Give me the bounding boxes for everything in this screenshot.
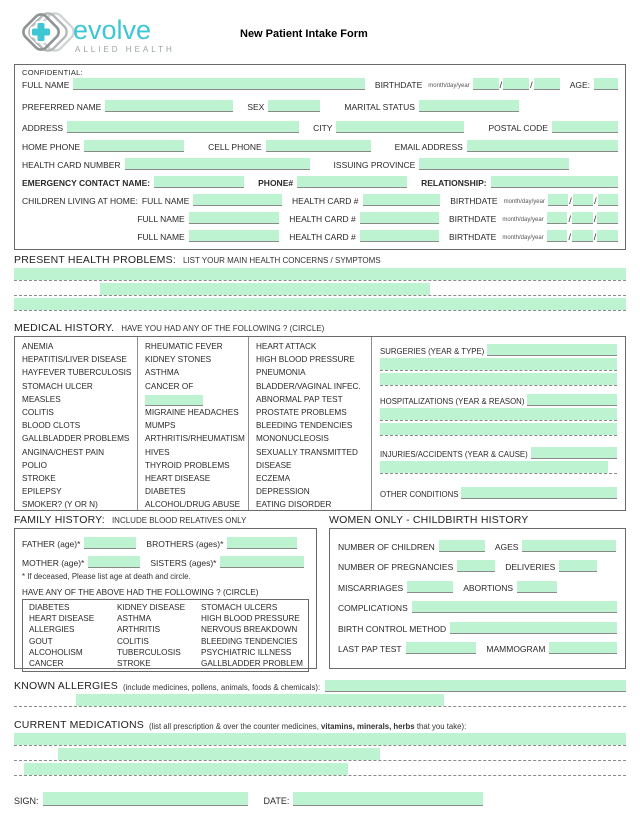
birth-control-label: BIRTH CONTROL METHOD [338,623,447,634]
marital-status-field[interactable] [419,100,519,112]
birthdate-format: month/day/year [428,83,470,89]
present-health-subtitle: LIST YOUR MAIN HEALTH CONCERNS / SYMPTOMS [182,256,381,265]
birthdate-year-field[interactable] [534,78,560,90]
child-3-bd-year[interactable] [597,230,618,242]
birth-control-row [338,622,617,634]
slash: / [530,80,533,90]
family-conditions-column-2 [117,602,201,669]
women-only-title: WOMEN ONLY - CHILDBIRTH HISTORY [329,514,529,526]
child-1-bd-year[interactable] [598,194,618,206]
condition-item[interactable]: MONONUCLEOSIS [256,434,329,444]
home-phone-label: HOME PHONE [22,142,81,152]
medical-conditions-column-2 [138,337,249,510]
family-condition-item[interactable]: KIDNEY DISEASE [117,603,186,612]
condition-item[interactable]: KIDNEY STONES ASTHMA [145,355,212,378]
home-phone-field[interactable] [84,140,184,152]
family-condition-item[interactable]: CANCER [29,659,64,669]
family-history-title: FAMILY HISTORY: [14,514,105,526]
family-conditions-column-1 [29,602,117,669]
surgeries-line-2[interactable] [380,373,617,386]
medical-conditions-column-1 [15,337,138,510]
other-conditions-label: OTHER CONDITIONS [380,490,459,499]
pap-mammogram-row [338,642,617,654]
preferred-name-row [22,100,618,112]
father-age-field[interactable] [84,537,136,549]
issuing-province-label: ISSUING PROVINCE [333,160,416,170]
cancer-of-field[interactable] [145,395,203,406]
condition-item[interactable]: EATING DISORDER [256,500,332,510]
slash: / [569,196,572,206]
complications-row [338,601,617,613]
family-history-question: HAVE ANY OF THE ABOVE HAD THE FOLLOWING ? (CIRCLE) [22,588,259,597]
family-condition-item[interactable]: HIGH BLOOD PRESSURE [201,614,300,624]
family-condition-item[interactable]: STROKE [117,659,151,669]
ages-label: AGES [494,541,519,552]
medications-hint-bold: vitamins, minerals, herbs [321,722,415,731]
mother-age-field[interactable] [88,556,140,568]
child-1-bd-day[interactable] [573,194,593,206]
hospitalizations-line-2[interactable] [380,423,617,436]
condition-item[interactable]: DEPRESSION [256,487,310,497]
issuing-province-field[interactable] [419,158,569,170]
sex-field[interactable] [268,100,320,112]
phones-row [22,140,618,152]
condition-item[interactable]: DISEASE [256,460,292,470]
condition-item[interactable] [145,380,246,406]
children-label: CHILDREN LIVING AT HOME: [22,196,138,206]
city-label: CITY [313,123,333,133]
marital-status-label: MARITAL STATUS [344,102,415,112]
medications-line-2[interactable] [14,748,626,761]
confidential-label: CONFIDENTIAL: [22,68,83,77]
allergies-line-2[interactable] [14,694,626,707]
injuries-line-1[interactable] [380,461,617,474]
surgeries-label: SURGERIES (YEAR & TYPE) [380,347,485,356]
child-row-3 [22,230,618,242]
mother-label: MOTHER (age)* [22,558,85,568]
child-1-card-field[interactable] [363,194,441,206]
medications-line-1[interactable] [14,733,626,746]
birthdate-format: month/day/year [502,217,544,223]
allergies-field[interactable] [325,680,626,692]
surgeries-field[interactable] [487,344,617,356]
email-field[interactable] [467,140,618,152]
child-3-bd-month[interactable] [547,230,568,242]
birthdate-day-field[interactable] [503,78,529,90]
condition-item[interactable]: ECZEMA [256,474,291,484]
bottom-columns [14,514,626,669]
evolve-logo [14,6,192,58]
hospitalizations-line-1[interactable] [380,408,617,421]
family-condition-item[interactable]: DIABETES [29,603,70,612]
condition-item[interactable]: STROKE [22,474,56,484]
slash: / [593,232,597,242]
address-field[interactable] [67,121,299,133]
birthdate-label: BIRTHDATE [374,80,423,90]
condition-item[interactable]: ARTHRITIS/RHEUMATISM [145,434,245,444]
deliveries-label: DELIVERIES [505,562,556,572]
family-condition-item[interactable]: STOMACH ULCERS [201,603,278,612]
health-concerns-line-1[interactable] [14,268,626,281]
family-history-subtitle: INCLUDE BLOOD RELATIVES ONLY [111,516,247,525]
address-row [22,121,618,133]
medical-history-subtitle: HAVE YOU HAD ANY OF THE FOLLOWING ? (CIRCLE) [121,324,325,333]
emergency-contact-row [22,176,618,188]
postal-code-field[interactable] [552,121,618,133]
condition-item[interactable]: ALCOHOL/DRUG ABUSE [145,500,241,510]
family-condition-item[interactable]: NERVOUS BREAKDOWN [201,625,298,635]
birthdate-format: month/day/year [502,235,544,241]
abortions-field[interactable] [517,581,557,593]
family-condition-item[interactable]: GALLBLADDER PROBLEM [201,659,303,669]
family-condition-item[interactable]: ALLERGIES [29,625,75,635]
emergency-contact-label: EMERGENCY CONTACT NAME: [22,178,151,188]
family-conditions-box [22,599,309,672]
slash: / [594,196,597,206]
health-card-row [22,158,618,170]
father-label: FATHER (age)* [22,539,81,549]
form-header [0,0,640,60]
medications-label: CURRENT MEDICATIONS [14,719,144,731]
cell-phone-field[interactable] [266,140,371,152]
family-history-section [14,514,317,669]
child-name-label: FULL NAME [141,196,190,206]
slash: / [499,80,503,90]
pregnancies-label: NUMBER OF PREGNANCIES [338,562,454,572]
slash: / [568,232,571,242]
cell-phone-label: CELL PHONE [208,142,262,152]
medical-history-box [14,336,626,511]
abortions-label: ABORTIONS [463,582,514,593]
pregnancies-field[interactable] [457,560,495,572]
deliveries-field[interactable] [559,560,597,572]
child-2-bd-day[interactable] [572,212,593,224]
condition-item[interactable]: GALLBLADDER PROBLEMS [22,434,130,444]
condition-item[interactable]: PROSTATE PROBLEMS [256,408,347,418]
medications-line-3[interactable] [14,763,626,776]
date-field[interactable] [293,792,483,806]
mammogram-label: MAMMOGRAM [486,644,546,654]
condition-item[interactable]: PNEUMONIA [256,368,306,378]
women-only-section [329,514,626,669]
surgeries-line-1[interactable] [380,358,617,371]
health-card-label: HEALTH CARD NUMBER [22,160,121,170]
postal-code-label: POSTAL CODE [488,123,548,133]
health-concerns-line-2[interactable] [14,283,626,296]
age-label: AGE: [569,80,590,90]
child-name-label: FULL NAME [137,232,185,242]
miscarriages-label: MISCARRIAGES [338,582,404,593]
emergency-phone-field[interactable] [297,176,407,188]
condition-item[interactable]: STOMACH ULCER [22,381,93,391]
signature-row [14,792,626,806]
medical-history-panel [371,337,625,510]
sisters-ages-field[interactable] [220,556,304,568]
medications-hint: (list all prescription & over the counter medicines, vitamins, minerals, herbs that you take): [149,722,467,731]
sex-label: SEX [247,102,265,112]
child-2-card-field[interactable] [360,212,439,224]
birthdate-month-field[interactable] [473,78,499,90]
family-condition-item[interactable]: PSYCHIATRIC ILLNESS [201,647,292,657]
number-of-children-label: NUMBER OF CHILDREN [338,541,435,552]
family-condition-item[interactable]: GOUT [29,636,53,646]
birthdate-format: month/day/year [503,199,545,205]
family-history-box [14,528,317,669]
email-label: EMAIL ADDRESS [394,142,463,152]
condition-label: CANCER OF [145,381,194,391]
condition-item[interactable]: MIGRAINE HEADACHES [145,408,239,418]
medical-history-title: MEDICAL HISTORY. [14,322,115,334]
condition-item[interactable]: BLADDER/VAGINAL INFEC. [256,381,361,391]
condition-item[interactable]: HIGH BLOOD PRESSURE [256,355,355,365]
brand-name: evolve [73,15,152,45]
condition-item[interactable]: HEART DISEASE [145,474,211,484]
condition-item[interactable]: POLIO [22,460,48,470]
miscarriages-field[interactable] [407,581,453,593]
family-condition-item[interactable]: ASTHMA [117,614,152,624]
present-health-title: PRESENT HEALTH PROBLEMS: [14,254,176,266]
full-name-label: FULL NAME [22,80,70,90]
family-condition-item[interactable]: ARTHRITIS [117,625,161,635]
number-of-children-field[interactable] [439,540,485,552]
birthdate-label: BIRTHDATE [448,214,497,224]
brand-tagline: ALLIED HEALTH [75,45,175,54]
signature-field[interactable] [43,792,248,806]
relationship-label: RELATIONSHIP: [421,178,487,188]
child-3-card-field[interactable] [360,230,439,242]
personal-info-section [14,64,626,250]
present-health-section [14,254,626,311]
condition-item[interactable]: RHEUMATIC FEVER [145,342,223,351]
last-pap-label: LAST PAP TEST [338,644,402,654]
page-title: New Patient Intake Form [240,28,368,40]
child-2-bd-year[interactable] [597,212,618,224]
condition-item[interactable]: ABNORMAL PAP TEST [256,394,343,404]
sign-label: SIGN: [14,796,39,806]
children-ages-row [338,540,617,552]
allergies-label: KNOWN ALLERGIES [14,680,118,692]
child-1-bd-month[interactable] [548,194,568,206]
deceased-footnote: * If deceased, Please list age at death and circle. [22,572,191,581]
mammogram-field[interactable] [549,642,617,654]
children-ages-field[interactable] [522,540,616,552]
condition-item[interactable]: HAYFEVER TUBERCULOSIS [22,368,132,378]
city-field[interactable] [336,121,464,133]
brothers-ages-field[interactable] [227,537,297,549]
hospitalizations-label: HOSPITALIZATIONS (YEAR & REASON) [380,397,525,406]
condition-item[interactable]: BLOOD CLOTS [22,421,81,431]
health-concerns-line-3[interactable] [14,298,626,311]
child-3-name-field[interactable] [189,230,280,242]
condition-item[interactable]: COLITIS [22,408,54,418]
birth-control-field[interactable] [450,622,617,634]
women-only-box [329,528,626,669]
condition-item[interactable]: MUMPS [145,421,176,431]
full-name-row [22,78,618,90]
mother-sisters-row [22,556,309,568]
father-brothers-row [22,537,309,549]
allergies-hint: (include medicines, pollens, animals, foods & chemicals): [122,683,321,692]
child-name-label: FULL NAME [137,214,185,224]
condition-item[interactable]: HIVES [145,447,170,457]
brothers-label: BROTHERS (ages)* [146,539,224,549]
child-card-label: HEALTH CARD # [289,232,356,242]
family-condition-item[interactable]: COLITIS [117,636,149,646]
emergency-name-field[interactable] [154,176,244,188]
relationship-field[interactable] [491,176,618,188]
sisters-label: SISTERS (ages)* [150,558,217,568]
full-name-field[interactable] [73,78,365,90]
medications-section [14,719,626,776]
medical-conditions-column-3 [249,337,371,510]
emergency-phone-label: PHONE# [258,178,294,188]
child-card-label: HEALTH CARD # [289,214,356,224]
complications-label: COMPLICATIONS [338,603,408,613]
family-condition-item[interactable]: ALCOHOLISM [29,647,83,657]
child-card-label: HEALTH CARD # [292,196,359,206]
family-condition-item[interactable]: TUBERCULOSIS [117,647,181,657]
hospitalizations-field[interactable] [527,394,617,406]
condition-item[interactable]: THYROID PROBLEMS [145,460,230,470]
child-2-name-field[interactable] [189,212,280,224]
condition-item[interactable]: MEASLES [22,394,61,404]
complications-field[interactable] [412,601,617,613]
birthdate-label: BIRTHDATE [450,196,498,206]
family-conditions-column-3 [201,602,308,669]
slash: / [568,214,571,224]
slash: / [593,214,597,224]
other-conditions-field[interactable] [461,487,617,499]
family-condition-item[interactable]: BLEEDING TENDENCIES [201,636,298,646]
condition-item[interactable]: HEART ATTACK [256,342,317,351]
child-2-bd-month[interactable] [547,212,568,224]
age-field[interactable] [594,78,618,90]
preferred-name-label: PREFERRED NAME [22,102,102,112]
health-card-field[interactable] [125,158,310,170]
injuries-field[interactable] [531,447,617,459]
preferred-name-field[interactable] [105,100,233,112]
condition-item[interactable]: BLEEDING TENDENCIES [256,421,353,431]
condition-item[interactable]: ANEMIA [22,342,54,351]
date-label: DATE: [263,796,290,806]
birthdate-label: BIRTHDATE [448,232,497,242]
child-row-1 [22,194,618,206]
address-label: ADDRESS [22,123,64,133]
condition-item[interactable]: SEXUALLY TRANSMITTED [256,447,358,457]
medical-history-section [14,322,626,511]
condition-item[interactable]: SMOKER? (Y OR N) [22,500,98,510]
injuries-label: INJURIES/ACCIDENTS (YEAR & CAUSE) [380,450,528,459]
child-3-bd-day[interactable] [572,230,593,242]
pregnancies-row [338,560,617,572]
last-pap-field[interactable] [406,642,477,654]
condition-item[interactable]: HEPATITIS/LIVER DISEASE [22,355,127,365]
condition-item[interactable]: EPILEPSY [22,487,62,497]
child-row-2 [22,212,618,224]
allergies-section [14,680,626,707]
condition-item[interactable]: DIABETES [145,487,186,497]
family-condition-item[interactable]: HEART DISEASE [29,614,95,624]
child-1-name-field[interactable] [193,194,282,206]
miscarriages-row [338,581,617,593]
condition-item[interactable]: ANGINA/CHEST PAIN [22,447,105,457]
